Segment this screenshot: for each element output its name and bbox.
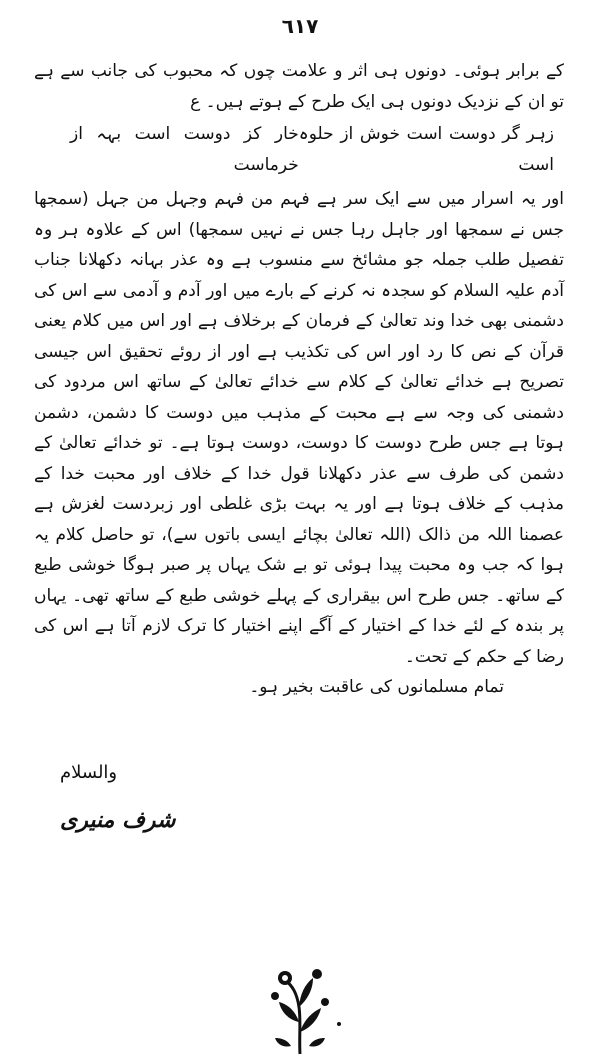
paragraph: اور یہ اسرار میں سے ایک سر ہے فہم من فہم وجہل من جہل (سمجھا جس نے سمجھا اور جاہل رہا جس نے نہیں سمجھا) اس کے علاوہ ہر وہ تفصیل طلب جملہ جو مشائخ سے منسوب ہے وہ عذر بہانہ دکھلانا جناب آدم علیہ السلام کو سجدہ نہ کرنے کے بارے میں اور آدم و آدمی سے اس کی دشمنی بھی خدا وند تعالیٰ کے فرمان کے برخلاف ہے اور اس میں کلام یعنی قرآن کے نص کا رد اور اس کی تکذیب ہے اور از روئے تحقیق اس جیسی تصریح ہے خدائے تعالیٰ کے کلام سے خدائے تعالیٰ کے ساتھ اس مردود کی دشمنی کی وجہ سے ہے محبت کے مذہب میں دوست کا دشمن، دشمن ہوتا ہے جس طرح دوست کا دوست، دوست ہوتا ہے۔ تو خدائے تعالیٰ کے دشمن کی طرف سے عذر دکھلانا قول خدا کے خلاف اور محبت خدا کے مذہب کے خلاف ہوتا ہے اور یہ بہت بڑی غلطی اور زبردست لغزش ہے عصمنا اللہ من ذالک (اللہ تعالیٰ بچائے ایسی باتوں سے)، تو حاصل کلام یہ ہوا کہ جب وہ محبت پیدا ہوئی تو بے شک یہاں پر صبر ہوگا خوشی طبع کے ساتھ۔ جس طرح اس بیقراری کے پہلے خوشی طبع کے ساتھ تھی۔ یہاں پر بندہ کے لئے خدا کے اختیار کے آگے اپنے اختیار کا ترک لازم آتا ہے اس کی رضا کے حکم کے تحت۔ [34, 189, 564, 667]
verse-hemistich-left: خار کز دوست است بہہ از خرماست [70, 124, 299, 175]
verse-hemistich-right: زہر گر دوست است خوش از حلوہ است [298, 124, 554, 175]
paragraph: کے برابر ہوئی۔ دونوں ہی اثر و علامت چوں کہ محبوب کی جانب سے ہے تو ان کے نزدیک دونوں ہی ایک طرح کے ہوتے ہیں۔ ع [34, 61, 564, 112]
salutation: والسلام [60, 762, 118, 783]
letter-body [34, 56, 564, 703]
signature: شرف منیری [60, 808, 176, 833]
closing-prayer: تمام مسلمانوں کی عاقبت بخیر ہو۔ [249, 677, 504, 697]
page-number: ٦١٧ [281, 14, 319, 38]
verse-couplet [34, 119, 564, 180]
floral-ornament-icon [255, 962, 345, 1057]
